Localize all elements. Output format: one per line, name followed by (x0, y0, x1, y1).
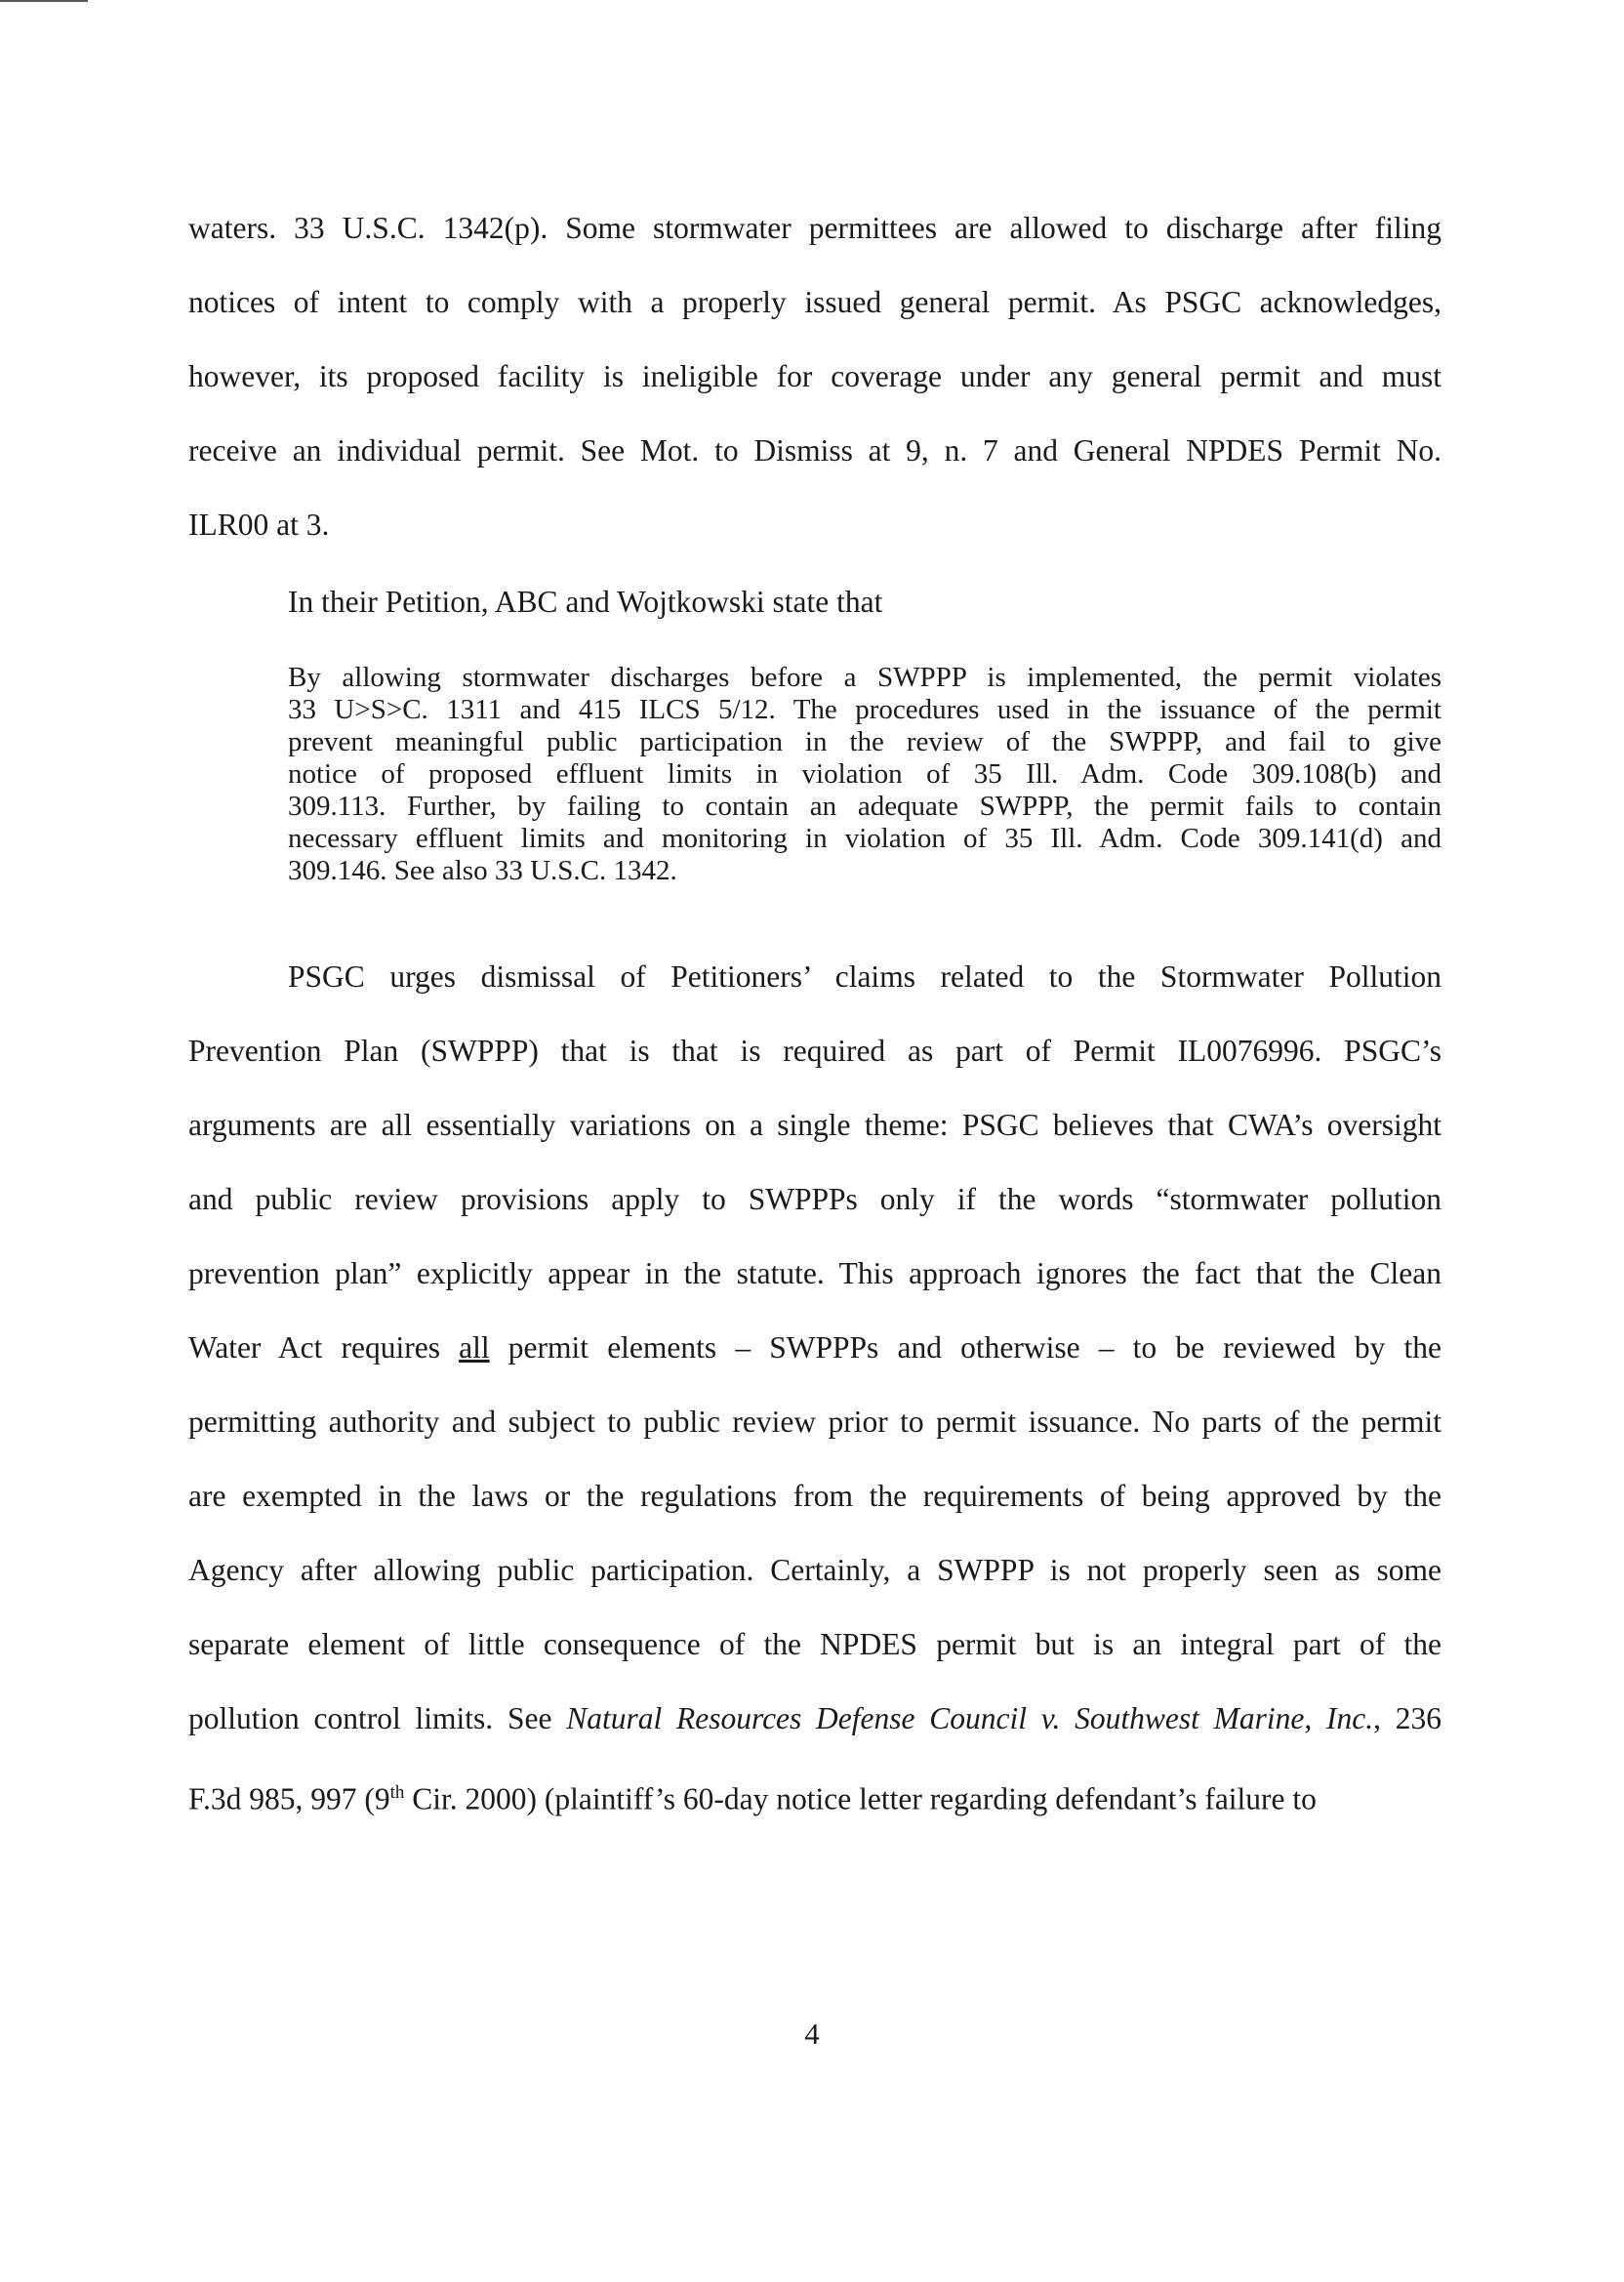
text-run: pollution control limits. See (188, 1701, 567, 1735)
block-quote-line: necessary effluent limits and monitoring in violation of 35 Ill. Adm. Code 309.141(d) and (288, 823, 1441, 854)
text-run: , 236 (1373, 1701, 1441, 1735)
paragraph-2-line (188, 1699, 1441, 1738)
paragraph-2-line: prevention plan” explicitly appear in the statute. This approach ignores the fact that the Clean (188, 1256, 1441, 1290)
page-number: 4 (804, 2017, 820, 2051)
underlined-emphasis: all (459, 1330, 490, 1365)
paragraph-2-line: arguments are all essentially variations on a single theme: PSGC believes that CWA’s oversight (188, 1108, 1441, 1142)
text-run: Cir. 2000) (plaintiff’s 60-day notice letter regarding defendant’s failure to (404, 1781, 1317, 1816)
block-quote-line: By allowing stormwater discharges before a SWPPP is implemented, the permit violates (288, 662, 1441, 693)
paragraph-2-line: permitting authority and subject to public review prior to permit issuance. No parts of the permit (188, 1405, 1441, 1439)
paragraph-1-line: waters. 33 U.S.C. 1342(p). Some stormwater permittees are allowed to discharge after filing (188, 211, 1441, 245)
paragraph-2-line: Agency after allowing public participation. Certainly, a SWPPP is not properly seen as some (188, 1553, 1441, 1587)
paragraph-1-line: receive an individual permit. See Mot. to Dismiss at 9, n. 7 and General NPDES Permit No. (188, 433, 1441, 468)
paragraph-2-line: separate element of little consequence of the NPDES permit but is an integral part of the (188, 1627, 1441, 1661)
ordinal-superscript: th (389, 1782, 405, 1803)
paragraph-2-line: are exempted in the laws or the regulations from the requirements of being approved by the (188, 1479, 1441, 1513)
block-quote-line: notice of proposed effluent limits in violation of 35 Ill. Adm. Code 309.108(b) and (288, 758, 1441, 790)
paragraph-2-line: PSGC urges dismissal of Petitioners’ claims related to the Stormwater Pollution (288, 959, 1441, 994)
block-quote-line: 33 U>S>C. 1311 and 415 ILCS 5/12. The procedures used in the issuance of the permit (288, 694, 1441, 725)
paragraph-1-line: notices of intent to comply with a properly issued general permit. As PSGC acknowledges, (188, 285, 1441, 319)
text-run: F.3d 985, 997 (9 (188, 1781, 390, 1816)
paragraph-1-line: however, its proposed facility is ineligible for coverage under any general permit and must (188, 359, 1441, 393)
paragraph-2-line (188, 1773, 1441, 1819)
paragraph-2-line: and public review provisions apply to SWPPPs only if the words “stormwater pollution (188, 1182, 1441, 1216)
block-quote-line: 309.146. See also 33 U.S.C. 1342. (288, 855, 677, 886)
text-run: Water Act requires (188, 1330, 460, 1365)
paragraph-2-line: Prevention Plan (SWPPP) that is that is required as part of Permit IL0076996. PSGC’s (188, 1034, 1441, 1068)
paragraph-1-line: ILR00 at 3. (188, 508, 330, 542)
block-quote-line: 309.113. Further, by failing to contain an adequate SWPPP, the permit fails to contain (288, 791, 1441, 822)
quote-intro-line: In their Petition, ABC and Wojtkowski state that (288, 585, 883, 619)
paragraph-2-line (188, 1328, 1441, 1367)
scan-edge-mark (0, 0, 88, 2)
case-citation: Natural Resources Defense Council v. Southwest Marine, Inc. (566, 1701, 1374, 1735)
text-run: permit elements – SWPPPs and otherwise – to be reviewed by the (489, 1330, 1442, 1365)
block-quote-line: prevent meaningful public participation in the review of the SWPPP, and fail to give (288, 726, 1441, 757)
